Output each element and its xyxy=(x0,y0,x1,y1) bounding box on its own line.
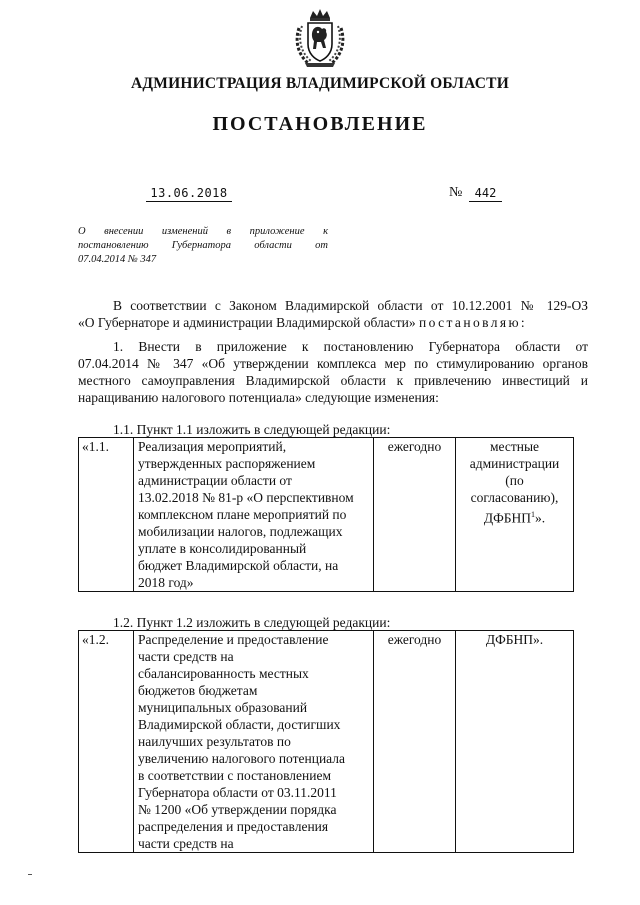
executor-abbrev: ДФБНП xyxy=(483,510,531,526)
subject-line: О внесении изменений в приложение к xyxy=(78,226,328,237)
preamble-paragraph xyxy=(78,297,588,331)
scan-artifact xyxy=(28,874,32,875)
description-line: Губернатора области от 03.11.2011 xyxy=(138,785,337,800)
description-line: мобилизации налогов, подлежащих xyxy=(138,524,343,539)
row-description xyxy=(134,631,374,853)
subject-line: 07.04.2014 № 347 xyxy=(78,254,157,265)
description-line: утвержденных распоряжением xyxy=(138,456,316,471)
document-kind-title: ПОСТАНОВЛЕНИЕ xyxy=(212,113,428,135)
coat-of-arms-icon xyxy=(293,8,347,70)
item-1-line: 07.04.2014 № 347 «Об утверждении комплекса мер по стимулированию органов xyxy=(78,356,588,371)
description-line: 13.02.2018 № 81-р «О перспективном xyxy=(138,490,354,505)
section-1-1-heading: 1.1. Пункт 1.1 изложить в следующей редакции: xyxy=(113,422,391,437)
section-1-2-table xyxy=(78,630,574,853)
description-line: бюджетов бюджетам xyxy=(138,683,258,698)
description-line: части средств на xyxy=(138,836,234,851)
preamble-line xyxy=(78,314,588,331)
number-sign: № xyxy=(449,185,463,200)
description-line: наилучших результатов по xyxy=(138,734,291,749)
executor-line: согласованию), xyxy=(470,490,559,505)
description-line: распределения и предоставления xyxy=(138,819,329,834)
description-line: администрации области от xyxy=(138,473,292,488)
description-line: Владимирской области, достигших xyxy=(138,717,341,732)
section-1-1-table xyxy=(78,437,574,592)
description-line: сбалансированность местных xyxy=(138,666,309,681)
description-line: увеличению налогового потенциала xyxy=(138,751,346,766)
executor-line: (по xyxy=(505,473,524,488)
description-line: бюджет Владимирской области, на xyxy=(138,558,339,573)
table-row xyxy=(79,438,574,592)
item-1-line: 1. Внести в приложение к постановлению Губернатора области от xyxy=(113,339,588,354)
description-line: части средств на xyxy=(138,649,234,664)
item-1-paragraph xyxy=(78,338,588,406)
executor-line xyxy=(460,506,569,527)
row-description xyxy=(134,438,374,592)
row-term: ежегодно xyxy=(374,438,456,592)
preamble-law-title: «О Губернаторе и администрации Владимирской области» xyxy=(78,315,416,330)
executor-line: администрации xyxy=(469,456,560,471)
description-line: Распределение и предоставление xyxy=(138,632,329,647)
description-line: уплате в консолидированный xyxy=(138,541,307,556)
description-line: № 1200 «Об утверждении порядка xyxy=(138,802,337,817)
description-line: 2018 год» xyxy=(138,575,194,590)
preamble-line: В соответствии с Законом Владимирской области от 10.12.2001 № 129-ОЗ xyxy=(113,298,588,313)
item-1-line: наращиванию налогового потенциала» следующие изменения: xyxy=(78,390,439,405)
row-executor: ДФБНП». xyxy=(456,631,574,853)
description-line: муниципальных образований xyxy=(138,700,308,715)
row-term: ежегодно xyxy=(374,631,456,853)
section-1-2-heading: 1.2. Пункт 1.2 изложить в следующей редакции: xyxy=(113,615,391,630)
organization-title: АДМИНИСТРАЦИЯ ВЛАДИМИРСКОЙ ОБЛАСТИ xyxy=(131,75,509,92)
description-line: Реализация мероприятий, xyxy=(138,439,287,454)
item-1-line: местного самоуправления Владимирской области к привлечению инвестиций и xyxy=(78,373,588,388)
footnote-marker: 1 xyxy=(531,510,535,519)
row-number: «1.2. xyxy=(79,631,134,853)
subject-line: постановлению Губернатора области от xyxy=(78,240,328,251)
description-line: в соответствии с постановлением xyxy=(138,768,332,783)
executor-line: местные xyxy=(489,439,540,454)
decree-word: постановляю: xyxy=(418,315,528,330)
document-number: 442 xyxy=(469,186,502,202)
table-row xyxy=(79,631,574,853)
row-executor xyxy=(456,438,574,592)
row-number: «1.1. xyxy=(79,438,134,592)
executor-tail: ». xyxy=(535,510,546,526)
description-line: комплексном плане мероприятий по xyxy=(138,507,347,522)
document-subject xyxy=(78,225,328,267)
document-date: 13.06.2018 xyxy=(146,186,232,202)
